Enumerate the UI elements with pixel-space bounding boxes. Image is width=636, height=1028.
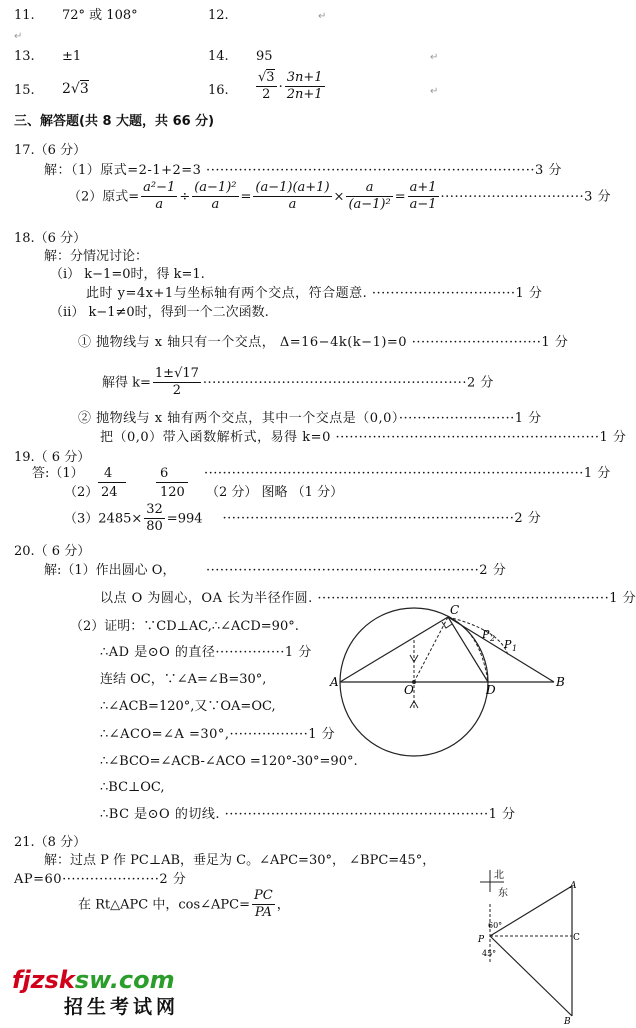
q18-line5: ① 抛物线与 x 轴只有一个交点， Δ=16−4k(k−1)=0 ····························1 分 — [78, 335, 569, 350]
q21-direction-figure — [460, 864, 585, 1026]
q19-line1-label: 答:（1） — [32, 466, 84, 481]
q19-value: 4 — [104, 466, 113, 481]
watermark-site — [12, 968, 175, 992]
label-b: B — [556, 675, 565, 689]
site-watermark — [12, 960, 182, 1020]
return-mark: ↵ — [430, 52, 439, 63]
q15-number: 15. — [14, 83, 35, 98]
watermark-subtitle: 招生考试网 — [64, 996, 180, 1018]
q18-line4: （ⅱ） k−1≠0时，得到一个二次函数. — [50, 305, 269, 320]
line-pb — [490, 936, 572, 1016]
q20-line2: 以点 O 为圆心，OA 长为半径作圆. ·······························································1 分 — [100, 591, 636, 606]
label-a: A — [330, 675, 339, 689]
q20-line3: （2）证明：∵CD⊥AC,∴∠ACD=90°. — [70, 619, 299, 634]
q19-line2-tail: （2 分） 图略 （1 分） — [206, 485, 344, 500]
q18-line7: ② 抛物线与 x 轴有两个交点，其中一个交点是（0,0）·························1 分 — [78, 411, 542, 426]
q11-answer: 72° 或 108° — [62, 8, 138, 23]
q17-line1: 解：（1）原式=2-1+2=3 ·······································································3 分 — [44, 163, 562, 178]
q20-line1: 解:（1）作出圆心 O， — [44, 563, 176, 578]
q19-line3: （3）2485× $\frac{32}{80}$ =994 ·······························································2 分 — [64, 502, 542, 535]
label-a: A — [570, 881, 577, 891]
q14-answer: 95 — [256, 49, 273, 64]
watermark-site-part: .com — [109, 966, 175, 994]
q14-number: 14. — [208, 49, 229, 64]
label-d: D — [486, 683, 496, 697]
q20-line5: 连结 OC，∵∠A=∠B=30°, — [100, 672, 267, 687]
angle-45: 45° — [482, 949, 497, 958]
q18-line3: 此时 y=4x+1与坐标轴有两个交点，符合题意. ·······························1 分 — [86, 286, 543, 301]
q20-circle-figure — [330, 600, 570, 770]
q19-value: 6 — [160, 466, 169, 481]
q19-value: 120 — [160, 485, 185, 500]
q20-line4: ∴AD 是⊙O 的直径···············1 分 — [100, 645, 312, 660]
label-b: B — [564, 1017, 571, 1027]
label-c: C — [450, 603, 460, 617]
q18-line1: 解：分情况讨论： — [44, 249, 149, 264]
q19-title: 19.（ 6 分） — [14, 450, 91, 465]
q19-line1-score: ··················································································1 分 — [204, 466, 611, 481]
label-p: P — [478, 935, 485, 945]
q15-answer: 2√3 — [62, 81, 89, 97]
q21-line2: AP=60·····················2 分 — [14, 872, 187, 887]
label-p2: P — [482, 628, 490, 641]
q20-line6: ∴∠ACB=120°,又∵OA=OC, — [100, 699, 276, 714]
q18-line6: 解得 k= $\frac{1\pm√17}{2}$ ·························································2 分 — [102, 366, 494, 399]
watermark-site-part: sw — [74, 966, 110, 994]
watermark-site-part: fjzsk — [12, 966, 75, 994]
north-label: 北 — [494, 870, 504, 881]
q12-number: 12. — [208, 8, 229, 23]
q20-line8: ∴∠BCO=∠ACB-∠ACO =120°-30°=90°. — [100, 754, 358, 769]
angle-60: 60° — [488, 921, 503, 930]
label-p1: P — [504, 638, 512, 651]
section-heading: 三、解答题(共 8 大题，共 66 分) — [14, 114, 215, 129]
line-ac — [340, 617, 448, 682]
q16-number: 16. — [208, 83, 229, 98]
q19-line2-label: （2） — [64, 485, 99, 500]
return-mark: ↵ — [318, 11, 327, 22]
q16-answer: $\frac{√3}{2}$ · $\frac{3n+1}{2n+1}$ — [258, 70, 323, 103]
q18-line8: 把（0,0）带入函数解析式，易得 k=0 ·························································1 分 — [100, 430, 627, 445]
q20-line1-score: ···························································2 分 — [206, 563, 507, 578]
q21-line3: 在 Rt△APC 中，cos∠APC= $\frac{PC}{PA}$ ， — [78, 888, 290, 921]
label-c: C — [573, 933, 580, 943]
q20-line9: ∴BC⊥OC, — [100, 780, 165, 795]
q20-line10: ∴BC 是⊙O 的切线. ·························································1 分 — [100, 807, 516, 822]
q13-number: 13. — [14, 49, 35, 64]
return-mark: ↵ — [14, 31, 23, 42]
line-cd — [448, 617, 488, 682]
label-p2-sub: 2 — [490, 634, 496, 643]
q18-line2: （ⅰ） k−1=0时，得 k=1. — [50, 267, 205, 282]
q19-value: 24 — [101, 485, 118, 500]
return-mark: ↵ — [430, 86, 439, 97]
q21-line1: 解：过点 P 作 PC⊥AB，垂足为 C。∠APC=30°， ∠BPC=45°， — [44, 853, 436, 868]
q20-line7: ∴∠ACO=∠A =30°,·················1 分 — [100, 727, 336, 742]
q21-title: 21.（8 分） — [14, 835, 87, 850]
q19-rule — [156, 482, 188, 483]
q13-answer: ±1 — [62, 49, 82, 64]
q17-title: 17.（6 分） — [14, 143, 87, 158]
q19-rule — [98, 482, 126, 483]
right-angle-mark — [442, 622, 452, 628]
east-label: 东 — [498, 888, 508, 899]
q20-title: 20.（ 6 分） — [14, 544, 91, 559]
label-o: O — [404, 683, 414, 697]
q18-title: 18.（6 分） — [14, 231, 87, 246]
label-p1-sub: 1 — [512, 644, 518, 653]
q17-line2: （2）原式= $\frac{\text{a²−1}}{a}$ ÷ $\frac{\text{(a−1)²}}{a}$ = $\frac{(a-1)(a+1)}{a}$ × $\frac{a}{\text{(a−1)²}}$ = $\frac{a+1}{a-1}$ ·······························3 分 — [68, 180, 612, 213]
q11-number: 11. — [14, 8, 35, 23]
line-cb — [448, 617, 554, 682]
